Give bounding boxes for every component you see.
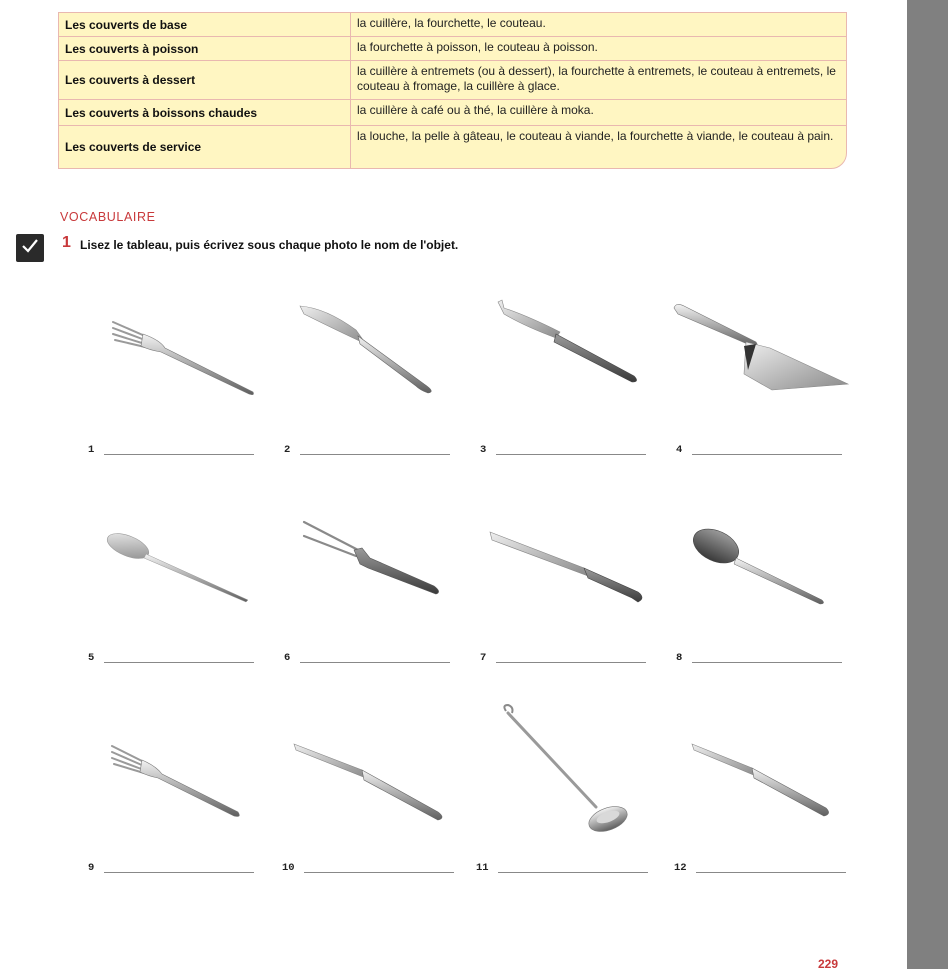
exercise-instruction: Lisez le tableau, puis écrivez sous chaque photo le nom de l'objet. xyxy=(80,238,459,252)
table-cell-items: la cuillère à café ou à thé, la cuillère à moka. xyxy=(357,103,594,117)
table-cell-items: la louche, la pelle à gâteau, le couteau à viande, la fourchette à viande, le couteau à pain. xyxy=(357,129,834,143)
answer-slot xyxy=(88,440,268,458)
carving-fork-icon xyxy=(300,518,445,603)
answer-line[interactable] xyxy=(496,454,646,455)
table-cell-category: Les couverts de base xyxy=(59,13,351,36)
viewer-scrollbar[interactable] xyxy=(907,0,948,969)
table-row xyxy=(59,126,846,168)
item-number: 4 xyxy=(676,444,683,456)
teaspoon-icon xyxy=(102,530,252,610)
item-number: 8 xyxy=(676,652,683,664)
ladle-icon xyxy=(500,703,630,840)
table-cell-category: Les couverts à dessert xyxy=(59,61,351,99)
table-cell-category: Les couverts de service xyxy=(59,126,351,168)
answer-line[interactable] xyxy=(300,454,450,455)
table-cell-category: Les couverts à poisson xyxy=(59,37,351,60)
item-number: 10 xyxy=(282,862,295,874)
dessert-fork-icon xyxy=(108,740,248,825)
table-cell-items: la cuillère à entremets (ou à dessert), la fourchette à entremets, le couteau à entremets, le couteau à fromage, la cuillère à glace. xyxy=(357,64,836,93)
item-number: 11 xyxy=(476,862,489,874)
answer-slot xyxy=(674,858,854,876)
page-number: 229 xyxy=(818,957,839,971)
answer-slot xyxy=(88,858,268,876)
table-cell-items: la fourchette à poisson, le couteau à poisson. xyxy=(357,40,598,54)
answer-slot xyxy=(284,648,464,666)
answer-slot xyxy=(284,440,464,458)
checkmark-icon xyxy=(21,238,39,259)
answer-line[interactable] xyxy=(304,872,454,873)
answer-slot xyxy=(480,440,660,458)
table-row xyxy=(59,37,846,61)
answer-line[interactable] xyxy=(104,662,254,663)
answer-slot xyxy=(88,648,268,666)
item-number: 5 xyxy=(88,652,95,664)
item-number: 12 xyxy=(674,862,687,874)
answer-line[interactable] xyxy=(104,872,254,873)
table-row xyxy=(59,100,846,126)
dessert-knife-icon xyxy=(292,740,450,830)
fish-knife-icon xyxy=(296,300,441,405)
cutlery-table xyxy=(58,12,847,169)
item-number: 3 xyxy=(480,444,487,456)
answer-line[interactable] xyxy=(104,454,254,455)
fork-icon xyxy=(105,312,260,407)
item-number: 2 xyxy=(284,444,291,456)
answer-slot xyxy=(676,648,856,666)
section-title: VOCABULAIRE xyxy=(60,210,156,224)
item-number: 9 xyxy=(88,862,95,874)
bread-knife-icon xyxy=(488,528,650,613)
answer-slot xyxy=(480,648,660,666)
table-row xyxy=(59,13,846,37)
table-cell-items: la cuillère, la fourchette, le couteau. xyxy=(357,16,546,30)
answer-slot xyxy=(676,440,856,458)
knife-icon xyxy=(690,740,835,825)
item-number: 7 xyxy=(480,652,487,664)
table-row xyxy=(59,61,846,100)
spoon-icon xyxy=(690,528,830,613)
answer-line[interactable] xyxy=(496,662,646,663)
table-cell-category: Les couverts à boissons chaudes xyxy=(59,100,351,125)
exercise-checkbox[interactable] xyxy=(16,234,44,262)
answer-line[interactable] xyxy=(498,872,648,873)
answer-slot xyxy=(282,858,462,876)
answer-line[interactable] xyxy=(692,454,842,455)
answer-slot xyxy=(476,858,656,876)
item-number: 1 xyxy=(88,444,95,456)
exercise-number: 1 xyxy=(62,234,71,251)
cheese-knife-icon xyxy=(494,296,644,393)
cake-server-icon xyxy=(672,300,852,401)
answer-line[interactable] xyxy=(696,872,846,873)
answer-line[interactable] xyxy=(692,662,842,663)
answer-line[interactable] xyxy=(300,662,450,663)
item-number: 6 xyxy=(284,652,291,664)
